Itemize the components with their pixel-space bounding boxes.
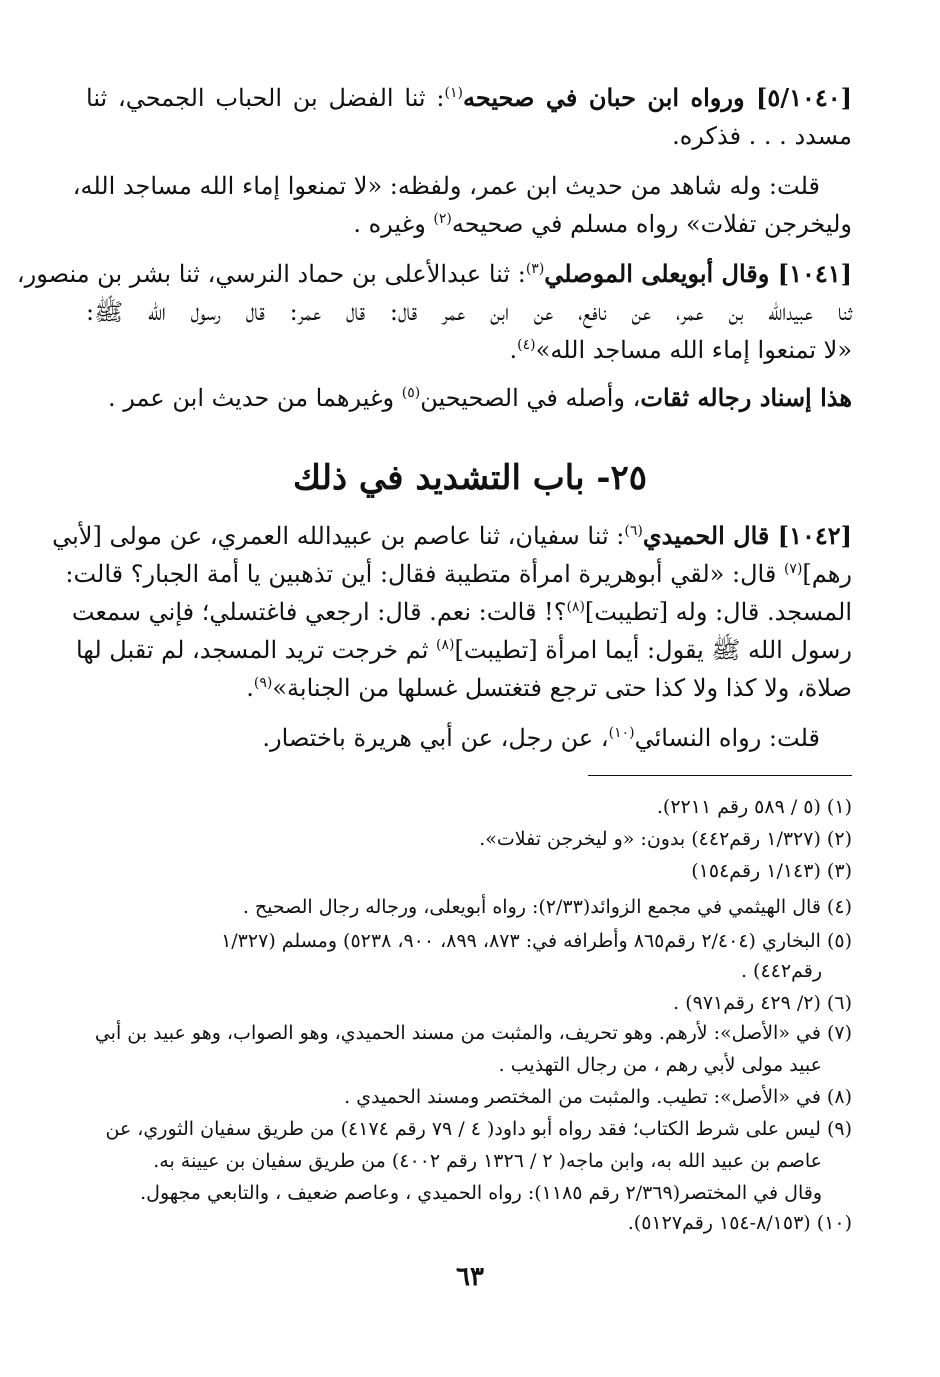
text-span: «لا تمنعوا إماء الله مساجد الله» [535, 336, 852, 364]
footnote-ref: (٢) [433, 211, 452, 227]
footnote-separator [588, 775, 852, 776]
hadith-number: [١٠٤١] وقال أبويعلى الموصلي [544, 259, 852, 288]
footnote-ref: (٤) [517, 337, 536, 353]
text-span: . [509, 336, 518, 364]
text-span: : ثنا عبدالأعلى بن حماد النرسي، ثنا بشر بن منصور، [16, 260, 526, 288]
footnote-ref: (٨) [566, 599, 585, 615]
paragraph-line: مسدد . . . فذكره. [672, 122, 852, 150]
hadith-number: [١٠٤٢] قال الحميدي [642, 521, 852, 550]
footnote-continuation: وقال في المختصر(٢/٣٦٩ رقم ١١٨٥): رواه الحميدي ، وعاصم ضعيف ، والتابعي مجهول. [140, 1182, 822, 1204]
text-span: ؟! قالت: نعم. قال: ارجعي فاغتسلي؛ فإني سمعت [71, 598, 567, 626]
paragraph-line [86, 334, 852, 366]
footnote-continuation: عبيد مولى لأبي رهم ، من رجال التهذيب . [498, 1054, 822, 1076]
paragraph-line [16, 258, 852, 290]
text-span: وليخرجن تفلات» رواه مسلم في صحيحه [451, 210, 852, 238]
text-span: ثم خرجت تريد المسجد، لم تقبل لها [75, 636, 436, 664]
paragraph-line [86, 672, 852, 704]
paragraph-line [65, 558, 852, 590]
footnote-ref: (٥) [401, 385, 421, 401]
footnote-ref: (١) [444, 85, 463, 101]
footnote: (١٠) (٨/١٥٣-١٥٤ رقم٥١٢٧). [627, 1212, 852, 1234]
text-span: قلت: رواه النسائي [634, 724, 820, 752]
footnote: (٣) (١/١٤٣ رقم١٥٤) [691, 860, 852, 882]
footnote-ref: (٧) [783, 561, 803, 577]
footnote-ref: (٩) [253, 675, 273, 691]
bold-span: هذا إسناد رجاله ثقات [640, 383, 852, 412]
paragraph-line [86, 82, 852, 114]
footnote-ref: (٦) [624, 523, 643, 539]
text-span: ، وأصله في الصحيحين [420, 384, 641, 412]
text-span: وغيره . [353, 210, 434, 238]
paragraph-line [71, 596, 852, 628]
chapter-heading: ٢٥- باب التشديد في ذلك [292, 458, 648, 498]
text-span: قال: «لقي أبوهريرة امرأة متطيبة فقال: أين تذهبين يا أمة الجبار؟ قالت: [65, 560, 784, 588]
hadith-number: [٥/١٠٤٠] ورواه ابن حبان في صحيحه [462, 83, 852, 112]
paragraph-line [86, 722, 820, 754]
paragraph-line: ثنا عبيدالله بن عمر، عن نافع، عن ابن عمر قال: قال عمر: قال رسول الله ﷺ: [86, 298, 852, 326]
text-span: : ثنا الفضل بن الحباب الجمحي، ثنا [86, 84, 445, 112]
paragraph-line: قلت: وله شاهد من حديث ابن عمر، ولفظه: «لا تمنعوا إماء الله مساجد الله، [72, 172, 820, 200]
footnote-ref: (١٠) [608, 725, 635, 741]
footnote: (٦) (٢/ ٤٢٩ رقم٩٧١) . [673, 992, 852, 1014]
footnote: (٨) في «الأصل»: تطيب. والمثبت من المختصر ومسند الحميدي . [344, 1086, 852, 1108]
paragraph-line [86, 382, 852, 414]
paragraph-line [75, 634, 852, 666]
paragraph-line [86, 208, 852, 240]
text-span: رهم] [802, 560, 852, 588]
footnote-ref: (٣) [525, 261, 545, 277]
text-span: وغيرهما من حديث ابن عمر . [108, 384, 402, 412]
text-span: المسجد. قال: وله [تطيبت] [584, 598, 852, 626]
footnote: (٢) (١/٣٢٧ رقم٤٤٢) بدون: «و ليخرجن تفلات». [479, 828, 852, 850]
page-number: ٦٣ [456, 1262, 484, 1292]
text-span: صلاة، ولا كذا ولا كذا حتى ترجع فتغتسل غسلها من الجنابة» [272, 674, 852, 702]
footnote-ref: (٨) [436, 637, 455, 653]
footnote-continuation: عاصم بن عبيد الله به، وابن ماجه( ٢ / ١٣٢٦ رقم ٤٠٠٢) من طريق سفيان بن عيينة به. [153, 1150, 822, 1172]
footnote: (٩) ليس على شرط الكتاب؛ فقد رواه أبو داود( ٤ / ٧٩ رقم ٤١٧٤) من طريق سفيان الثوري، عن [105, 1118, 852, 1140]
text-span: : ثنا سفيان، ثنا عاصم بن عبيدالله العمري، عن مولى [لأبي [52, 522, 625, 550]
paragraph-line [52, 520, 852, 552]
text-span: ، عن رجل، عن أبي هريرة باختصار. [262, 724, 609, 752]
footnote-continuation: رقم٤٤٢) . [740, 960, 822, 982]
footnote: (١) (٥ / ٥٨٩ رقم ٢٢١١). [656, 796, 852, 818]
footnote: (٧) في «الأصل»: لأرهم. وهو تحريف، والمثبت من مسند الحميدي، وهو الصواب، وهو عبيد بن أبي [94, 1022, 852, 1044]
footnote: (٤) قال الهيثمي في مجمع الزوائد(٢/٣٣): رواه أبويعلى، ورجاله رجال الصحيح . [242, 896, 852, 918]
text-span: . [246, 674, 254, 702]
footnote: (٥) البخاري (٢/٤٠٤ رقم٨٦٥ وأطرافه في: ٨٧٣، ٨٩٩، ٩٠٠، ٥٢٣٨) ومسلم (١/٣٢٧ [221, 930, 852, 952]
text-span: رسول الله ﷺ يقول: أيما امرأة [تطيبت] [454, 636, 852, 664]
